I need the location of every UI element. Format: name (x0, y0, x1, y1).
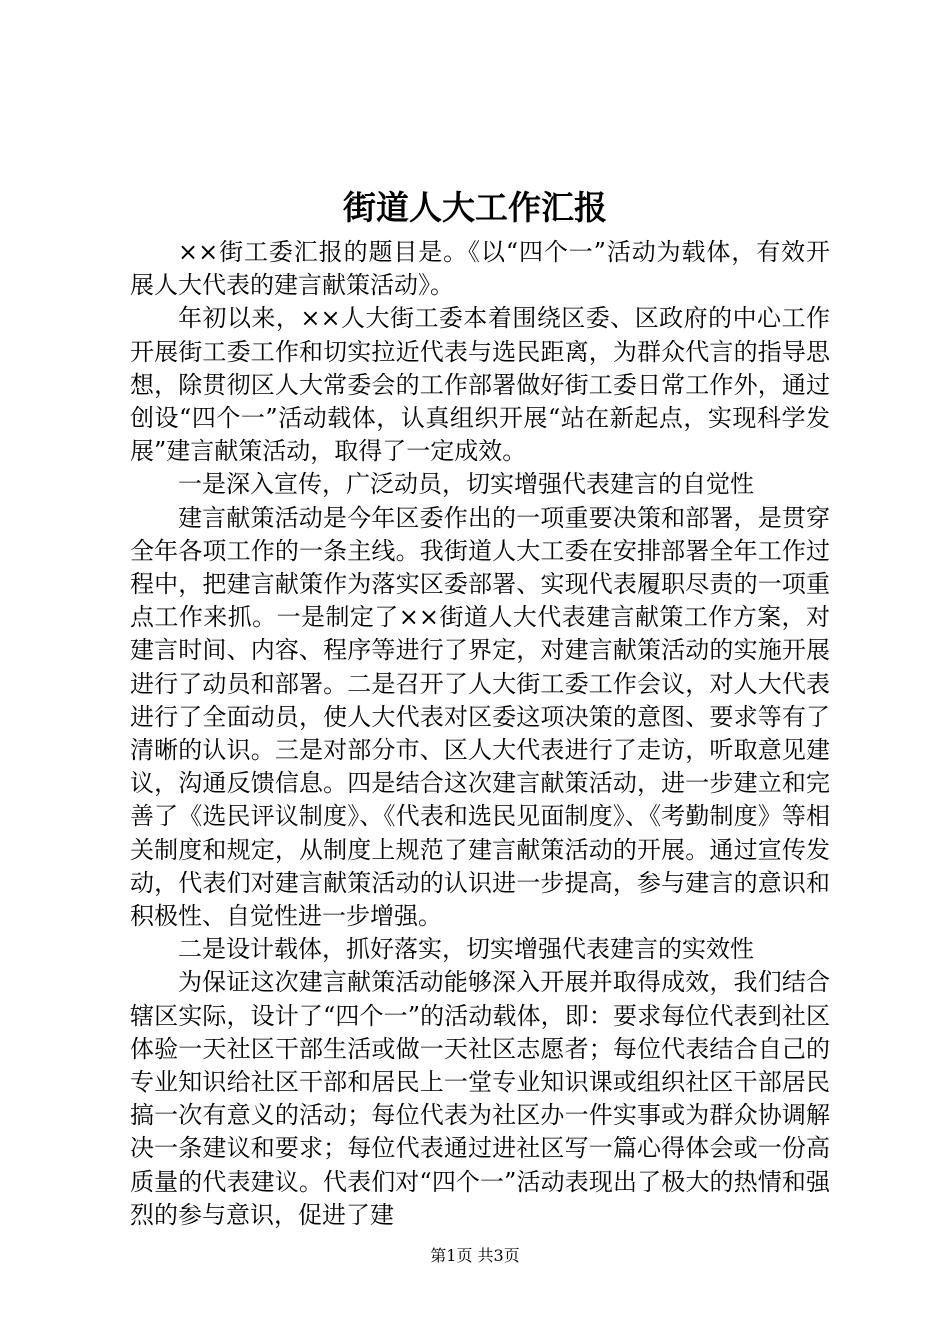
page-number-footer: 第1页 共3页 (430, 1246, 520, 1265)
paragraph-section-1: 建言献策活动是今年区委作出的一项重要决策和部署，是贯穿全年各项工作的一条主线。我街道人大工委在安排部署全年工作过程中，把建言献策作为落实区委部署、实现代表履职尽责的一项重点工作来抓。一是制定了××街道人大代表建言献策工作方案，对建言时间、内容、程序等进行了界定，对建言献策活动的实施开展进行了动员和部署。二是召开了人大街工委工作会议，对人大代表进行了全面动员，使人大代表对区委这项决策的意图、要求等有了清晰的认识。三是对部分市、区人大代表进行了走访，听取意见建议，沟通反馈信息。四是结合这次建言献策活动，进一步建立和完善了《选民评议制度》、《代表和选民见面制度》、《考勤制度》等相关制度和规定，从制度上规范了建言献策活动的开展。通过宣传发动，代表们对建言献策活动的认识进一步提高，参与建言的意识和积极性、自觉性进一步增强。 (130, 503, 830, 931)
document-title: 街道人大工作汇报 (343, 188, 607, 227)
paragraph-overview: 年初以来，××人大街工委本着围绕区委、区政府的中心工作开展街工委工作和切实拉近代表与选民距离，为群众代言的指导思想，除贯彻区人大常委会的工作部署做好街工委日常工作外，通过创设“四个一”活动载体，认真组织开展“站在新起点，实现科学发展”建言献策活动，取得了一定成效。 (130, 304, 830, 466)
section-heading-2: 二是设计载体，抓好落实，切实增强代表建言的实效性 (178, 935, 754, 964)
section-heading-1: 一是深入宣传，广泛动员，切实增强代表建言的自觉性 (178, 470, 754, 499)
paragraph-section-2: 为保证这次建言献策活动能够深入开展并取得成效，我们结合辖区实际，设计了“四个一”的活动载体，即：要求每位代表到社区体验一天社区干部生活或做一天社区志愿者；每位代表结合自己的专业知识给社区干部和居民上一堂专业知识课或组织社区干部居民搞一次有意义的活动；每位代表为社区办一件实事或为群众协调解决一条建议和要求；每位代表通过进社区写一篇心得体会或一份高质量的代表建议。代表们对“四个一”活动表现出了极大的热情和强烈的参与意识，促进了建 (130, 968, 830, 1229)
document-body (130, 236, 830, 1232)
paragraph-intro: ××街工委汇报的题目是。《以“四个一”活动为载体，有效开展人大代表的建言献策活动》。 (130, 238, 830, 300)
